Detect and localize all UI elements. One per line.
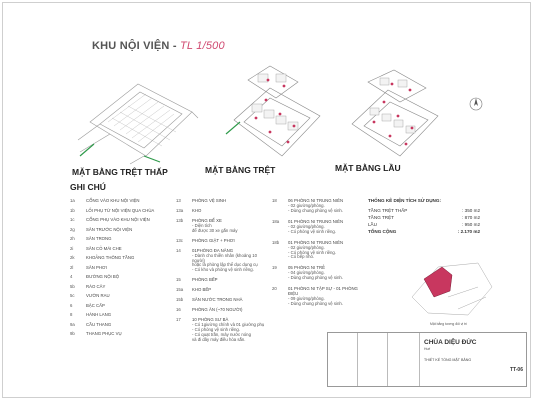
legend-item: 15 PHÒNG BẾP [176, 277, 218, 283]
legend-item: 9a CẦU THANG [70, 321, 112, 327]
legend-title: GHI CHÚ [70, 182, 106, 192]
legend-item: 19 05 PHÒNG NI TRẺ [272, 265, 325, 271]
sheet-number: TT-06 [509, 367, 523, 373]
legend-item: 2i SÂN CỎ MÁI CHE [70, 245, 122, 251]
legend-column-3: 18 06 PHÒNG NI TRUNG NIÊN - 02 giường/phòng. - Dùng chung phòng vệ sinh. 18a 01 PHÒNG NI TRUNG NIÊN - 02 giường/phòng. - Có phòng vệ sinh riêng. 18b 01 PHÒNG NI TRUNG NIÊN - 02 giường/phòng. - Có phòng vệ sinh riêng. - Có bếp nhỏ. 19 05 PHÒNG NI TRẺ - 04 giường/phòng. - Dùng chung phòng vệ sinh. 20 01 PHÒNG NI TẬP SỰ - 01 PHÒNG ĐIỆU - 09 giường/phòng. - Dùng chung phòng vệ sinh. [272, 199, 364, 307]
legend-item: 9b THANG PHỤC VỤ [70, 331, 122, 337]
legend-item: 5b RÀO CÂY [70, 283, 106, 289]
project-name: CHÙA DIỆU ĐỨC [424, 339, 477, 346]
title-block-cell [388, 333, 420, 386]
legend-item: 1a CỔNG VÀO KHU NỘI VIỆN [70, 198, 140, 203]
legend-item: 18 06 PHÒNG NI TRUNG NIÊN [272, 198, 344, 203]
legend-item: 13a KHO [176, 207, 202, 213]
legend-item: 13b PHÒNG ĐỂ XE [176, 217, 222, 223]
plan-label-upper: MẶT BẰNG LẦU [335, 163, 401, 173]
legend-item: 18b 01 PHÒNG NI TRUNG NIÊN [272, 239, 344, 245]
legend-item: 2h SÂN TRONG [70, 236, 112, 242]
legend-item: 1b LỐI PHỤ TỪ NỘI VIỆN QUA CHÙA [70, 207, 155, 213]
stat-total: TỔNG CỘNG : 2.170 m2 [368, 228, 480, 234]
legend-item: 13 PHÒNG VỆ SINH [176, 198, 227, 203]
project-location: Huế [424, 347, 431, 351]
legend-column-1 [70, 199, 170, 337]
legend-item: 14 01PHÒNG ĐA NĂNG [176, 247, 234, 253]
site-location-map [408, 257, 496, 319]
title-block [327, 332, 527, 387]
plan-label-lower-ground: MẶT BẰNG TRỆT THẤP [72, 167, 168, 177]
stat-row: TẦNG TRỆT THẤP : 350 m2 [368, 208, 480, 213]
legend-item: 4 ĐƯỜNG NỘI BỘ [70, 274, 120, 280]
legend-item: 13c PHÒNG GIẶT + PHƠI [176, 237, 235, 243]
title-block-cell [358, 333, 388, 386]
stats-title: THỐNG KÊ DIỆN TÍCH SỬ DỤNG: [368, 198, 441, 203]
plan-label-ground: MẶT BẰNG TRỆT [205, 165, 276, 175]
legend-item: 8 HÀNH LANG [70, 312, 112, 318]
stat-row: TẦNG TRỆT : 870 m2 [368, 214, 480, 220]
upper-floor-plan [338, 66, 448, 166]
legend-item: 2g SÂN TRƯỚC NỘI VIỆN [70, 226, 133, 232]
legend-item: 17 10 PHÒNG SƯ BÀ [176, 317, 229, 323]
title-text: KHU NỘI VIỆN - [92, 40, 177, 52]
legend-item: 6 BẬC CẤP [70, 302, 105, 308]
lower-ground-floor-plan [70, 64, 200, 169]
legend-item: 15b SÂN NƯỚC TRONG NHÀ [176, 297, 243, 303]
area-statistics [368, 198, 480, 236]
legend-item: 2k KHOẢNG THÔNG TẦNG [70, 255, 135, 261]
legend-item: 20 01 PHÒNG NI TẬP SỰ - 01 PHÒNG ĐIỆU [272, 286, 358, 297]
legend-column-2: 13 PHÒNG VỆ SINH 13a KHO 13b PHÒNG ĐỂ XE - Diện tích để được 30 xe gắn máy 13c PHÒNG GIẶT + PHƠI 14 01PHÒNG ĐA NĂNG - Dành cho thiền nhân (khoảng 10 người) hoặc là phòng lập thể dục dụng cụ - Có kho và phòng vệ sinh riêng. 15 PHÒNG BẾP 15a KHO BẾP 15b SÂN NƯỚC TRONG NHÀ 16 PHÒNG ĂN (~70 NGƯỜI) 17 10 PHÒNG SƯ BÀ - Có 1giường chính và 01 giường phụ - Có phòng vệ sinh riêng. - Có quạt trần, máy nước nóng và đi dây máy điều hòa sẵn. [176, 199, 268, 343]
legend-item: 15a KHO BẾP [176, 287, 212, 293]
legend-item: 1c CỔNG PHỤ VÀO KHU NỘI VIỆN [70, 217, 150, 223]
legend-item: 2l SÂN PHƠI [70, 264, 107, 270]
stat-row: LẦU : 950 m2 [368, 221, 480, 227]
page-title [92, 40, 225, 52]
title-scale: TL 1/500 [179, 40, 225, 52]
legend-item: 5c VƯỜN RAU [70, 293, 110, 299]
legend-item: 16 PHÒNG ĂN (~70 NGƯỜI) [176, 307, 243, 313]
north-arrow-icon [468, 96, 484, 112]
drawing-name: THIẾT KẾ TỔNG MẶT BẰNG [424, 358, 472, 362]
legend-item: 18a 01 PHÒNG NI TRUNG NIÊN [272, 218, 344, 224]
site-plan-caption: Mặt bằng tương đối vị trí [430, 322, 468, 326]
title-block-cell [328, 333, 358, 386]
ground-floor-plan [218, 60, 328, 165]
